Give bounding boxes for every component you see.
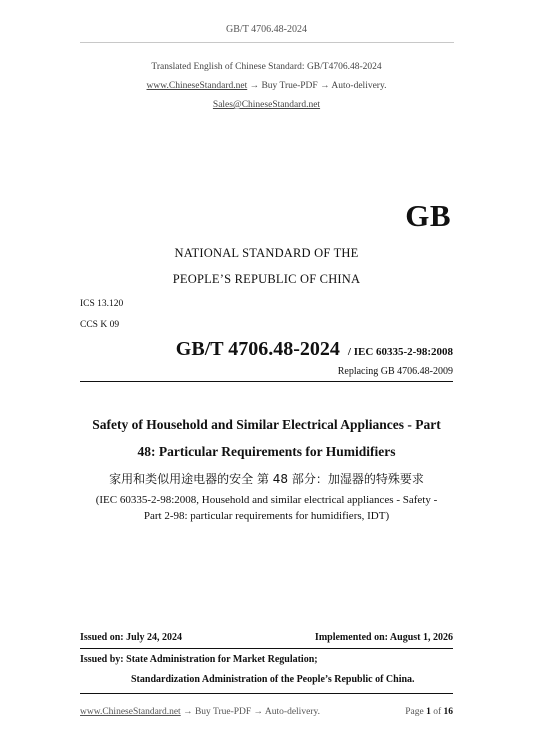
dates-row bbox=[80, 632, 453, 643]
gb-mark: GB bbox=[405, 198, 451, 233]
of-label: of bbox=[433, 707, 442, 717]
running-header: GB/T 4706.48-2024 bbox=[226, 24, 307, 35]
promo-email-line bbox=[0, 100, 533, 110]
implemented-on: Implemented on: August 1, 2026 bbox=[314, 632, 453, 643]
footer-divider bbox=[80, 693, 453, 694]
total-pages: 16 bbox=[443, 707, 453, 717]
iec-equivalent: / IEC 60335-2-98:2008 bbox=[347, 346, 453, 358]
iec-reference-line-2: Part 2-98: particular requirements for humidifiers, IDT) bbox=[143, 510, 390, 522]
replacing-note: Replacing GB 4706.48-2009 bbox=[337, 366, 453, 377]
standard-number: GB/T 4706.48-2024 bbox=[175, 338, 340, 360]
footer-promo bbox=[80, 707, 320, 717]
promo-translation-line: Translated English of Chinese Standard: GB/T4706.48-2024 bbox=[151, 62, 382, 72]
page-number: 1 bbox=[426, 707, 431, 717]
national-standard-line-2: PEOPLE’S REPUBLIC OF CHINA bbox=[172, 272, 361, 286]
promo-buy-text: → Buy True-PDF → Auto-delivery. bbox=[247, 81, 387, 91]
ics-code: ICS 13.120 bbox=[80, 299, 124, 309]
iec-reference-line-1: (IEC 60335-2-98:2008, Household and similar electrical appliances - Safety - bbox=[95, 494, 438, 506]
page-label: Page bbox=[405, 707, 424, 717]
email-link[interactable]: Sales@ChineseStandard.net bbox=[212, 100, 321, 110]
footer-buy-text: → Buy True-PDF → Auto-delivery. bbox=[180, 707, 320, 717]
english-title-line-1: Safety of Household and Similar Electrical Appliances - Part bbox=[92, 417, 441, 432]
title-divider bbox=[80, 381, 453, 382]
chinese-title: 家用和类似用途电器的安全 第 48 部分：加湿器的特殊要求 bbox=[109, 472, 424, 486]
dates-divider bbox=[80, 648, 453, 649]
standard-number-row bbox=[0, 338, 453, 361]
header-divider bbox=[80, 42, 454, 43]
issued-by-line-2: Standardization Administration of the People’s Republic of China. bbox=[131, 674, 415, 685]
site-link[interactable]: www.ChineseStandard.net bbox=[146, 81, 248, 91]
issued-on: Issued on: July 24, 2024 bbox=[80, 632, 182, 643]
national-standard-line-1: NATIONAL STANDARD OF THE bbox=[174, 246, 359, 260]
footer-site-link[interactable]: www.ChineseStandard.net bbox=[80, 707, 181, 717]
issued-by-line-1: Issued by: State Administration for Market Regulation; bbox=[80, 654, 318, 665]
english-title-line-2: 48: Particular Requirements for Humidifiers bbox=[137, 444, 396, 459]
ccs-code: CCS K 09 bbox=[80, 320, 120, 330]
promo-buy-line bbox=[0, 81, 533, 91]
page-indicator bbox=[405, 707, 453, 717]
